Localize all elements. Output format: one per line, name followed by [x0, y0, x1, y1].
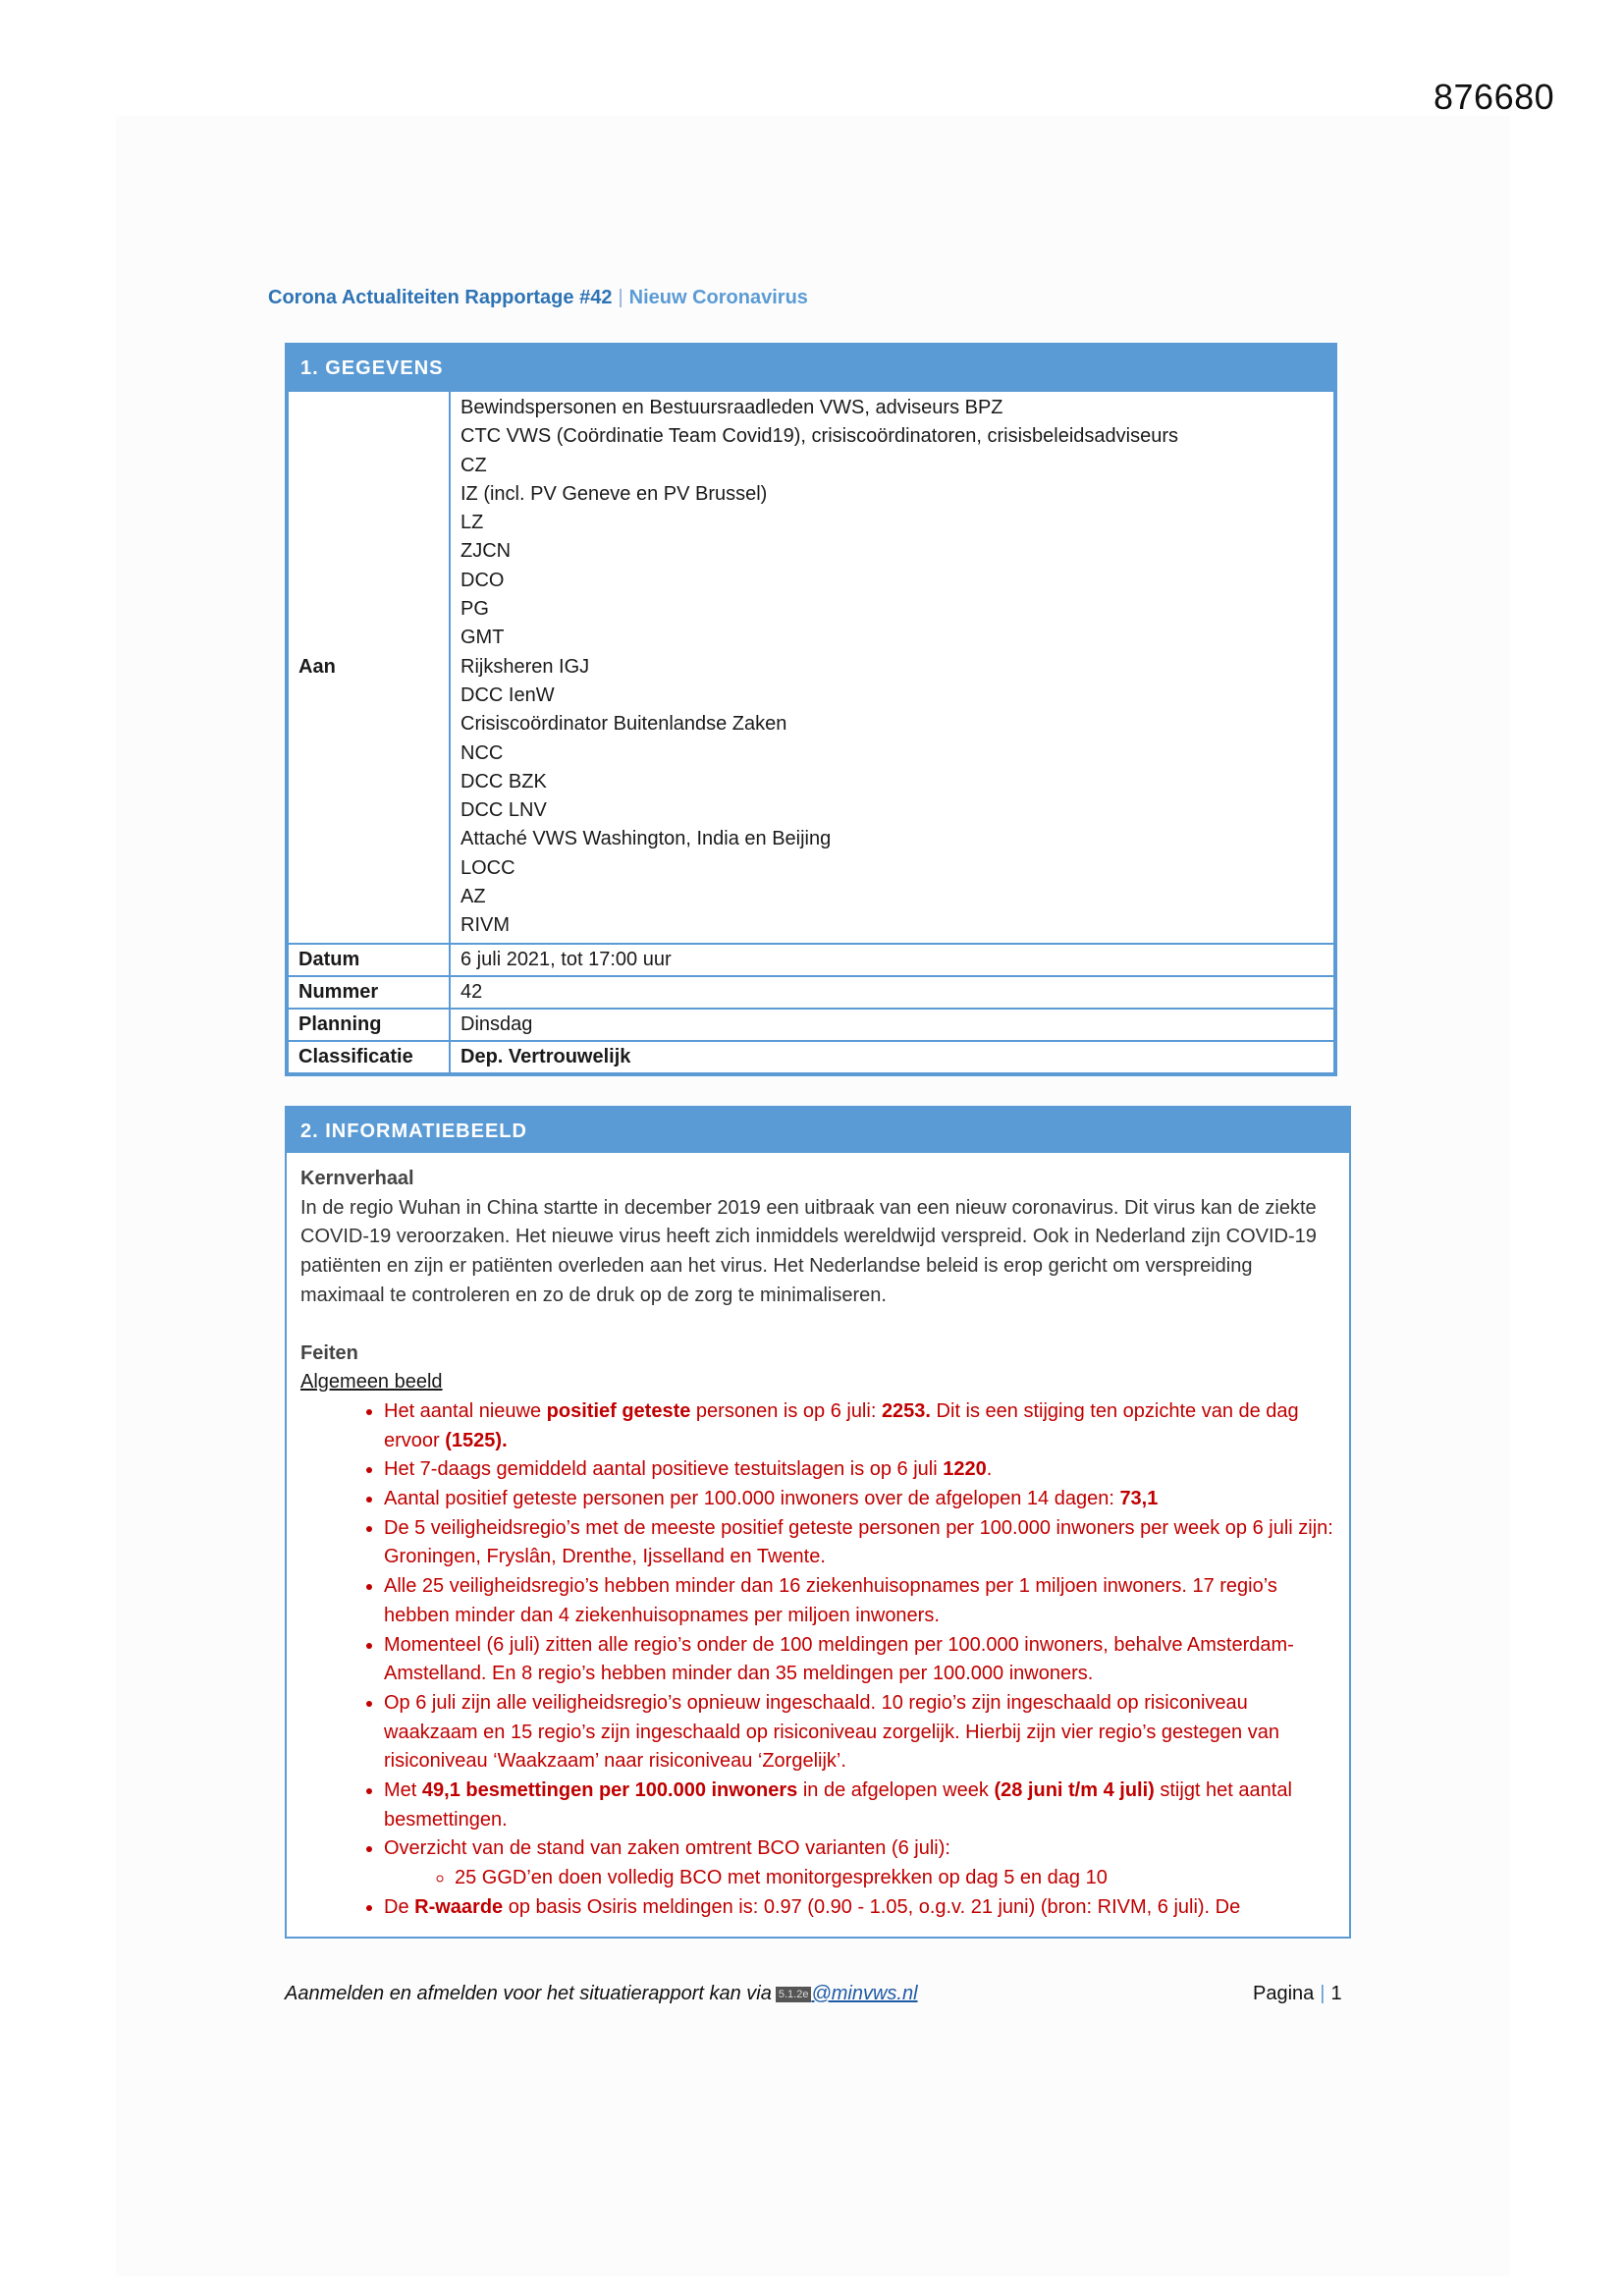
fact-item [384, 1397, 1335, 1455]
row-label: Classificatie [288, 1041, 450, 1073]
recipient-item: Rijksheren IGJ [460, 655, 590, 678]
row-value: Dep. Vertrouwelijk [450, 1041, 1334, 1073]
recipient-item: DCO [460, 569, 505, 591]
recipient-list [460, 392, 1324, 943]
facts-list [300, 1397, 1335, 1923]
page-separator: | [1320, 1983, 1326, 2004]
document-id: 876680 [1434, 77, 1555, 117]
recipient-item: Attaché VWS Washington, India en Beijing [460, 828, 832, 850]
fact-text: Dit is een stijging ten opzichte van de dag ervoor [384, 1399, 1299, 1451]
informatiebeeld-heading: 2. INFORMATIEBEELD [287, 1108, 1349, 1153]
header-separator: | [618, 287, 623, 308]
gegevens-heading: 1. GEGEVENS [287, 345, 1335, 390]
fact-text: De [384, 1895, 415, 1918]
recipient-item: DCC LNV [460, 799, 547, 822]
row-value: Dinsdag [450, 1009, 1334, 1041]
table-row [288, 1009, 1334, 1041]
informatiebeeld-body [287, 1153, 1349, 1933]
fact-text: op basis Osiris meldingen is: 0.97 (0.90 - 1.05, o.g.v. 21 juni) (bron: RIVM, 6 juli). De [503, 1895, 1241, 1918]
recipient-item: DCC BZK [460, 770, 547, 793]
fact-text: Momenteel (6 juli) zitten alle regio’s onder de 100 meldingen per 100.000 inwoners, behalve Amsterdam-Amstelland. En 8 regio’s hebben minder dan 35 meldingen per 100.000 inwoners. [384, 1633, 1294, 1685]
fact-text: Overzicht van de stand van zaken omtrent BCO varianten (6 juli): [384, 1837, 950, 1860]
fact-emphasis: 49,1 besmettingen per 100.000 inwoners [421, 1779, 798, 1802]
report-subtitle: Nieuw Coronavirus [628, 287, 808, 308]
fact-sublist [384, 1864, 1335, 1893]
recipient-item: LOCC [460, 856, 515, 879]
footer-text: Aanmelden en afmelden voor het situatierapport kan via [285, 1983, 772, 2004]
informatiebeeld-section [285, 1106, 1351, 1939]
table-row [288, 976, 1334, 1009]
fact-text: personen is op 6 juli: [690, 1399, 882, 1422]
row-value: 6 juli 2021, tot 17:00 uur [450, 944, 1334, 976]
recipient-item: NCC [460, 741, 504, 764]
fact-text: Het aantal nieuwe [384, 1399, 547, 1422]
fact-emphasis: (1525). [445, 1429, 508, 1451]
fact-emphasis: (28 juni t/m 4 juli) [994, 1779, 1155, 1802]
fact-text: stijgt het aantal besmettingen. [384, 1779, 1292, 1831]
row-label: Nummer [288, 976, 450, 1009]
fact-item [384, 1689, 1335, 1777]
fact-subitem: ◦ 25 GGD’en doen volledig BCO met monitorgesprekken op dag 5 en dag 10 [455, 1864, 1335, 1893]
recipient-item: AZ [460, 886, 486, 908]
recipient-item: RIVM [460, 914, 510, 937]
row-label: Datum [288, 944, 450, 976]
redacted-mark: 5.1.2e [776, 1987, 812, 2002]
kernverhaal-title: Kernverhaal [300, 1168, 414, 1189]
fact-item [384, 1514, 1335, 1572]
fact-item [384, 1455, 1335, 1485]
fact-emphasis: R-waarde [414, 1895, 504, 1918]
gegevens-section [285, 343, 1337, 1076]
recipient-item: ZJCN [460, 540, 512, 563]
feiten-title: Feiten [300, 1341, 358, 1364]
fact-text: in de afgelopen week [797, 1779, 995, 1802]
fact-emphasis: 73,1 [1119, 1488, 1159, 1510]
fact-item [384, 1485, 1335, 1514]
recipient-item: GMT [460, 627, 505, 649]
fact-text: De 5 veiligheidsregio’s met de meeste positief geteste personen per 100.000 inwoners per week op 6 juli zijn: Groningen, Fryslân, Drenthe, Ijsselland en Twente. [384, 1516, 1333, 1568]
row-label: Planning [288, 1009, 450, 1041]
recipient-item: LZ [460, 512, 484, 534]
fact-emphasis: 1220 [943, 1458, 987, 1481]
page-number-value: 1 [1330, 1983, 1342, 2004]
report-title: Corona Actualiteiten Rapportage #42 [268, 287, 613, 308]
recipient-item: CTC VWS (Coördinatie Team Covid19), crisiscoördinatoren, crisisbeleidsadviseurs [460, 425, 1179, 448]
report-header [268, 287, 808, 309]
aan-label: Aan [288, 391, 450, 944]
fact-emphasis: 2253. [881, 1399, 931, 1422]
fact-item [384, 1631, 1335, 1689]
fact-text: Op 6 juli zijn alle veiligheidsregio’s opnieuw ingeschaald. 10 regio’s zijn ingeschaald op risiconiveau waakzaam en 15 regio’s zijn ingeschaald op risiconiveau zorgelijk. Hierbij zijn vier regio’s gestegen van risiconiveau ‘Waakzaam’ naar risiconiveau ‘Zorgelijk’. [384, 1691, 1279, 1773]
recipient-item: Bewindspersonen en Bestuursraadleden VWS, adviseurs BPZ [460, 397, 1003, 418]
fact-text: Het 7-daags gemiddeld aantal positieve testuitslagen is op 6 juli [384, 1458, 944, 1481]
recipient-item: DCC IenW [460, 683, 555, 706]
algemeen-beeld-title: Algemeen beeld [300, 1371, 443, 1394]
fact-item [384, 1893, 1335, 1923]
fact-item [384, 1834, 1335, 1892]
footer-note [285, 1983, 918, 2005]
recipient-item: CZ [460, 454, 487, 476]
page-label: Pagina [1253, 1983, 1315, 2004]
table-row [288, 1041, 1334, 1073]
page-number [1253, 1983, 1342, 2005]
email-link[interactable]: @minvws.nl [811, 1983, 918, 2004]
recipient-item: PG [460, 598, 489, 621]
fact-item [384, 1777, 1335, 1834]
recipient-item: IZ (incl. PV Geneve en PV Brussel) [460, 482, 768, 505]
gegevens-table [287, 390, 1335, 1074]
recipient-item: Crisiscoördinator Buitenlandse Zaken [460, 713, 787, 736]
kernverhaal-text: In de regio Wuhan in China startte in december 2019 een uitbraak van een nieuw coronavirus. Dit virus kan de ziekte COVID-19 veroorzaken. Het nieuwe virus heeft zich inmiddels wereldwijd verspreid. Ook in Nederland zijn COVID-19 patiënten en zijn er patiënten overleden aan het virus. Het Nederlandse beleid is erop gericht om verspreiding maximaal te controleren en zo de druk op de zorg te minimaliseren. [300, 1196, 1317, 1306]
fact-emphasis: positief geteste [546, 1399, 691, 1422]
row-value: 42 [450, 976, 1334, 1009]
fact-text: Met [384, 1779, 422, 1802]
table-row [288, 944, 1334, 976]
table-row [288, 391, 1334, 944]
fact-text: . [986, 1458, 993, 1481]
fact-text: Aantal positief geteste personen per 100.000 inwoners over de afgelopen 14 dagen: [384, 1488, 1120, 1510]
fact-item [384, 1572, 1335, 1630]
recipients-cell [450, 391, 1334, 944]
fact-text: Alle 25 veiligheidsregio’s hebben minder dan 16 ziekenhuisopnames per 1 miljoen inwoners. 17 regio’s hebben minder dan 4 ziekenhuisopnames per miljoen inwoners. [384, 1575, 1277, 1626]
